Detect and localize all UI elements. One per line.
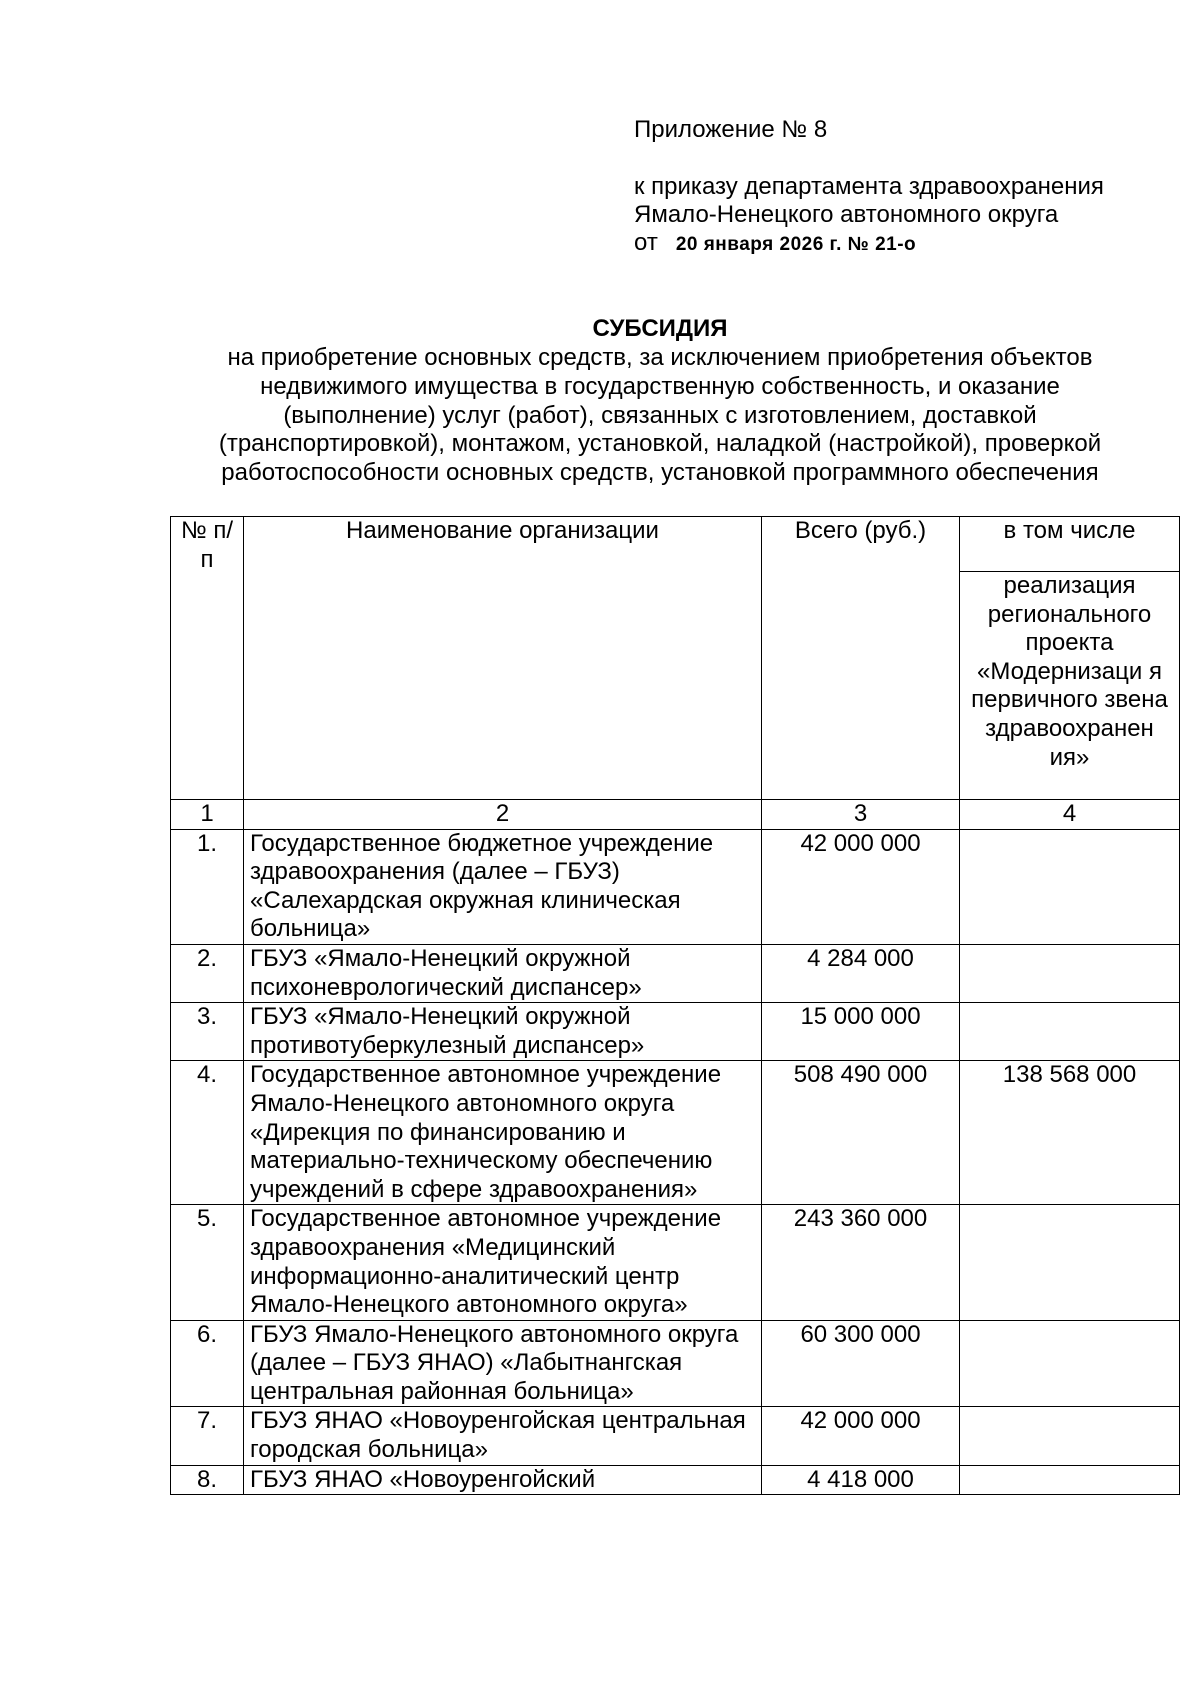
- subtitle-line: работоспособности основных средств, установкой программного обеспечения: [221, 459, 1099, 487]
- header-num: № п/п: [171, 517, 244, 800]
- header-regional-project: реализация регионального проекта «Модернизаци я первичного звена здравоохранен ия»: [960, 572, 1180, 800]
- column-index-row: [171, 800, 1180, 830]
- row-num: 6.: [171, 1320, 244, 1407]
- table-row: [171, 829, 1180, 944]
- table-row: [171, 1205, 1180, 1320]
- order-reference-line2: Ямало-Ненецкого автономного округа: [634, 201, 1059, 228]
- row-org-name: ГБУЗ «Ямало-Ненецкий окружной психоневрологический диспансер»: [244, 944, 762, 1002]
- row-total: 15 000 000: [762, 1003, 960, 1061]
- table-header-row: [171, 517, 1180, 572]
- row-regional: [960, 1320, 1180, 1407]
- row-total: 42 000 000: [762, 829, 960, 944]
- row-org-name: Государственное автономное учреждение здравоохранения «Медицинский информационно-аналитический центр Ямало-Ненецкого автономного округа»: [244, 1205, 762, 1320]
- row-num: 2.: [171, 944, 244, 1002]
- subtitle-line: (выполнение) услуг (работ), связанных с изготовлением, доставкой: [283, 401, 1037, 429]
- column-index: 1: [171, 800, 244, 830]
- table-row: [171, 1465, 1180, 1495]
- row-num: 1.: [171, 829, 244, 944]
- header-name: Наименование организации: [244, 517, 762, 800]
- table-row: [171, 944, 1180, 1002]
- table-row: [171, 1320, 1180, 1407]
- row-total: 4 284 000: [762, 944, 960, 1002]
- row-total: 243 360 000: [762, 1205, 960, 1320]
- order-reference-line1: к приказу департамента здравоохранения: [634, 173, 1104, 200]
- table-row: [171, 1407, 1180, 1465]
- row-regional: [960, 829, 1180, 944]
- row-org-name: ГБУЗ ЯНАО «Новоуренгойская центральная городская больница»: [244, 1407, 762, 1465]
- row-regional: [960, 1003, 1180, 1061]
- column-index: 3: [762, 800, 960, 830]
- row-total: 60 300 000: [762, 1320, 960, 1407]
- header-total: Всего (руб.): [762, 517, 960, 800]
- row-num: 7.: [171, 1407, 244, 1465]
- document-title: СУБСИДИЯ: [592, 315, 728, 342]
- row-num: 5.: [171, 1205, 244, 1320]
- order-date-stamp: 20 января 2026 г. № 21-о: [675, 234, 917, 255]
- row-org-name: Государственное бюджетное учреждение здравоохранения (далее – ГБУЗ) «Салехардская окружная клиническая больница»: [244, 829, 762, 944]
- row-regional: [960, 1205, 1180, 1320]
- column-index: 4: [960, 800, 1180, 830]
- row-total: 508 490 000: [762, 1061, 960, 1205]
- subtitle-line: недвижимого имущества в государственную собственность, и оказание: [260, 372, 1060, 400]
- header-including: в том числе: [960, 517, 1180, 572]
- column-index: 2: [244, 800, 762, 830]
- order-date-line: [634, 229, 916, 259]
- row-regional: 138 568 000: [960, 1061, 1180, 1205]
- row-total: 42 000 000: [762, 1407, 960, 1465]
- row-num: 8.: [171, 1465, 244, 1495]
- row-regional: [960, 1407, 1180, 1465]
- row-num: 4.: [171, 1061, 244, 1205]
- table-row: [171, 1003, 1180, 1061]
- subtitle-line: на приобретение основных средств, за исключением приобретения объектов: [227, 344, 1093, 371]
- subtitle-line: (транспортировкой), монтажом, установкой, наладкой (настройкой), проверкой: [218, 430, 1102, 458]
- subsidy-table: [170, 516, 1180, 1495]
- table-row: [171, 1061, 1180, 1205]
- row-regional: [960, 1465, 1180, 1495]
- row-num: 3.: [171, 1003, 244, 1061]
- row-org-name: ГБУЗ «Ямало-Ненецкий окружной противотуберкулезный диспансер»: [244, 1003, 762, 1061]
- row-regional: [960, 944, 1180, 1002]
- date-prefix: от: [634, 229, 658, 256]
- row-org-name: ГБУЗ Ямало-Ненецкого автономного округа (далее – ГБУЗ ЯНАО) «Лабытнангская центральная районная больница»: [244, 1320, 762, 1407]
- row-org-name: ГБУЗ ЯНАО «Новоуренгойский: [244, 1465, 762, 1495]
- row-total: 4 418 000: [762, 1465, 960, 1495]
- document-subtitle: [160, 344, 1160, 488]
- row-org-name: Государственное автономное учреждение Ямало-Ненецкого автономного округа «Дирекция по финансированию и материально-техническому обеспечению учреждений в сфере здравоохранения»: [244, 1061, 762, 1205]
- appendix-number: Приложение № 8: [634, 116, 828, 143]
